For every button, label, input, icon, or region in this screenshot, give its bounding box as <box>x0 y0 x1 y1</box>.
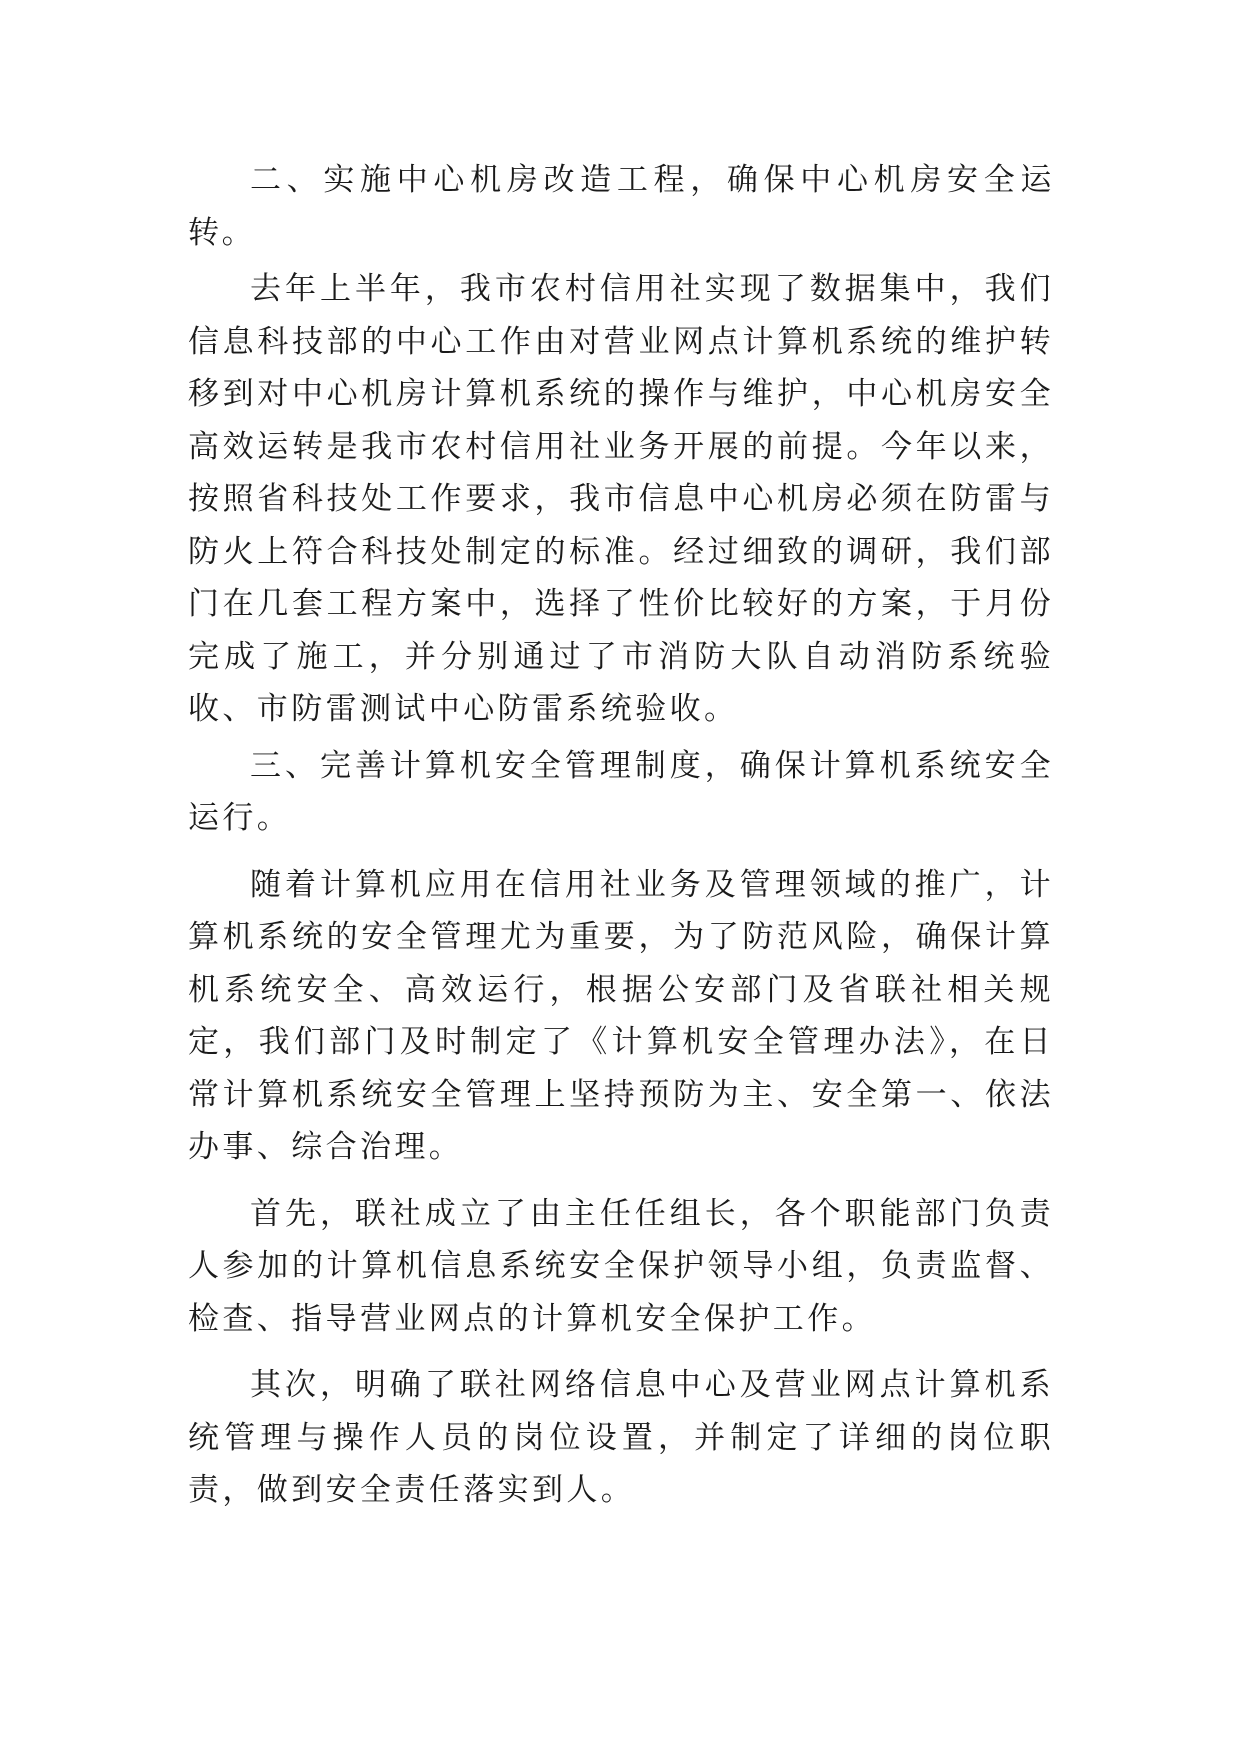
body-paragraph: 其次，明确了联社网络信息中心及营业网点计算机系统管理与操作人员的岗位设置，并制定了详细的岗位职责，做到安全责任落实到人。 <box>188 1367 1054 1508</box>
section-heading-3: 三、完善计算机安全管理制度，确保计算机系统安全运行。 <box>188 747 1054 836</box>
body-paragraph: 首先，联社成立了由主任任组长，各个职能部门负责人参加的计算机信息系统安全保护领导小组，负责监督、检查、指导营业网点的计算机安全保护工作。 <box>188 1195 1054 1337</box>
body-paragraph: 去年上半年，我市农村信用社实现了数据集中，我们信息科技部的中心工作由对营业网点计算机系统的维护转移到对中心机房计算机系统的操作与维护，中心机房安全高效运转是我市农村信用社业务开展的前提。今年以来，按照省科技处工作要求，我市信息中心机房必须在防雷与防火上符合科技处制定的标准。经过细致的调研，我们部门在几套工程方案中，选择了性价比较好的方案，于月份完成了施工，并分别通过了市消防大队自动消防系统验收、市防雷测试中心防雷系统验收。 <box>188 271 1054 727</box>
document-body <box>188 154 1054 1517</box>
section-heading-2: 二、实施中心机房改造工程，确保中心机房安全运转。 <box>188 162 1054 251</box>
body-paragraph: 随着计算机应用在信用社业务及管理领域的推广，计算机系统的安全管理尤为重要，为了防范风险，确保计算机系统安全、高效运行，根据公安部门及省联社相关规定，我们部门及时制定了《计算机安全管理办法》，在日常计算机系统安全管理上坚持预防为主、安全第一、依法办事、综合治理。 <box>188 866 1054 1165</box>
